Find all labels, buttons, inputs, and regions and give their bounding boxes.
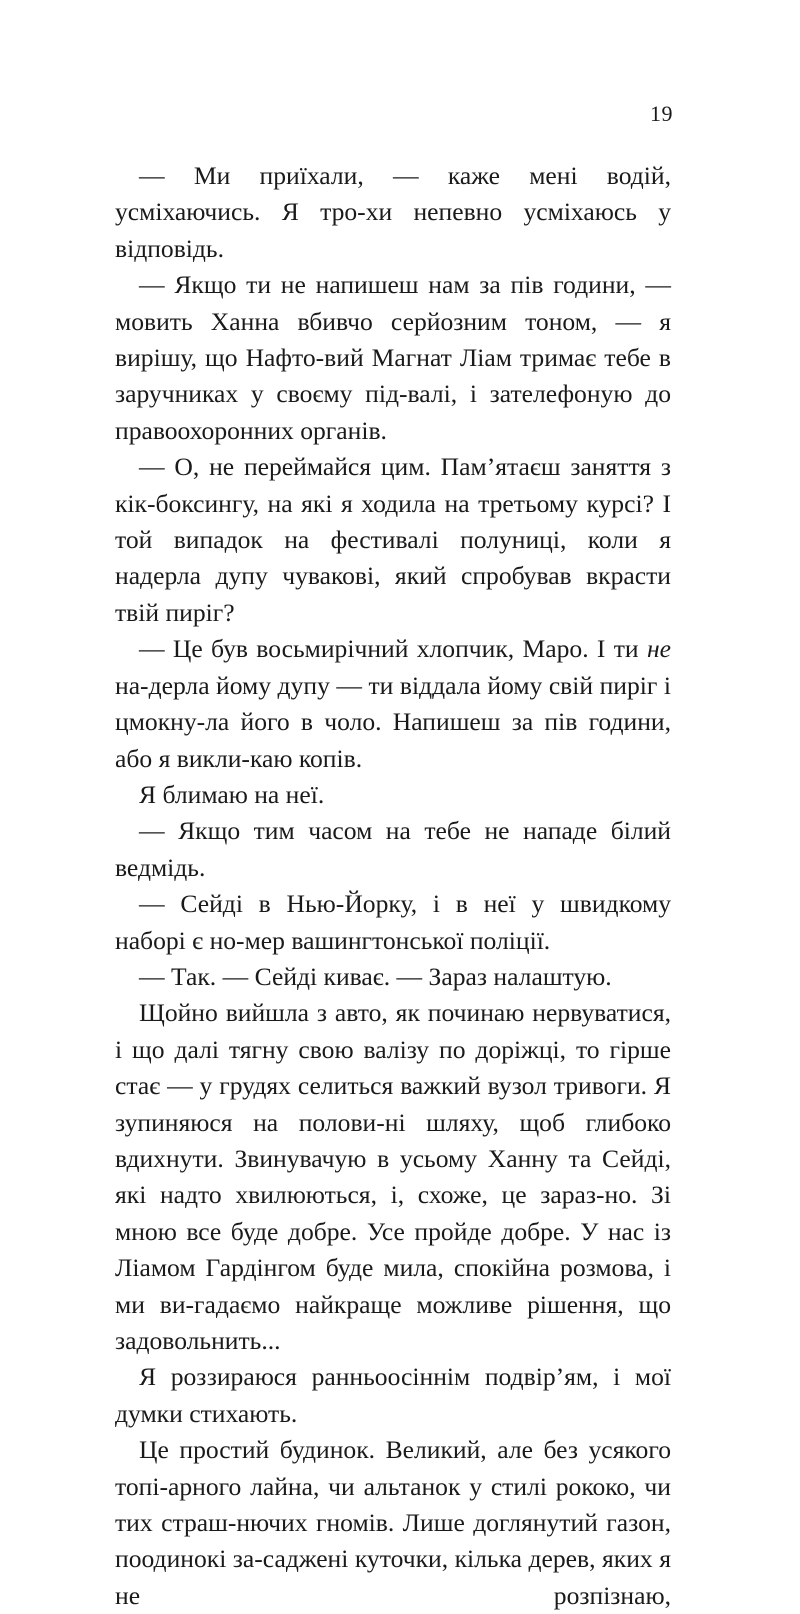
paragraph: Щойно вийшла з авто, як починаю нервуватися, і що далі тягну свою валізу по доріжці, то гірше стає — у грудях селиться важкий вузол тривоги. Я зупиняюся на полови-ні шляху, щоб глибоко вдихнути. Звинувачую в усьому Ханну та Сейді, які надто хвилюються, і, схоже, це зараз-но. Зі мною все буде добре. Усе пройде добре. У нас із Ліамом Гардінгом буде мила, спокійна розмова, і ми ви-гадаємо найкраще можливе рішення, що задовольнить... — [115, 998, 671, 1355]
paragraph-text: — Це був восьмирічний хлопчик, Маро. І ти — [139, 634, 647, 664]
page-number: 19 — [650, 101, 673, 126]
paragraph-text: на-дерла йому дупу — ти віддала йому свій пиріг і цмокну-ла його в чоло. Напишеш за пів години, або я викли-каю копів. — [115, 670, 671, 773]
paragraph: — О, не переймайся цим. Пам’ятаєш заняття з кік-боксингу, на які я ходила на третьому курсі? І той випадок на фестивалі полуниці, коли я надерла дупу чувакові, який спробував вкрасти твій пиріг? — [115, 452, 671, 627]
paragraph: — Сейді в Нью-Йорку, і в неї у швидкому наборі є но-мер вашингтонської поліції. — [115, 889, 671, 955]
paragraph: — Якщо тим часом на тебе не нападе білий ведмідь. — [115, 816, 671, 882]
paragraph: Це простий будинок. Великий, але без усякого топі-арного лайна, чи альтанок у стилі рококо, чи тих страш-нючих гномів. Лише доглянутий газон, поодинокі за-саджені куточки, кілька дерев, яких я не розпізнаю, — [115, 1435, 671, 1610]
body-text — [115, 158, 671, 1614]
paragraph: Я блимаю на неї. — [139, 779, 325, 809]
paragraph: — Так. — Сейді киває. — Зараз налаштую. — [139, 961, 612, 991]
paragraph: — Якщо ти не напишеш нам за пів години, — мовить Ханна вбивчо серйозним тоном, — я вирішу, що Нафто-вий Магнат Ліам тримає тебе в заручниках у своєму під-валі, і зателефоную до правоохоронних органів. — [115, 270, 671, 445]
paragraph: Я роззираюся ранньоосіннім подвір’ям, і мої думки стихають. — [115, 1362, 671, 1428]
paragraph — [115, 631, 671, 777]
paragraph: — Ми приїхали, — каже мені водій, усміхаючись. Я тро-хи непевно усміхаюсь у відповідь. — [115, 161, 671, 263]
emphasized-word: не — [646, 634, 671, 664]
